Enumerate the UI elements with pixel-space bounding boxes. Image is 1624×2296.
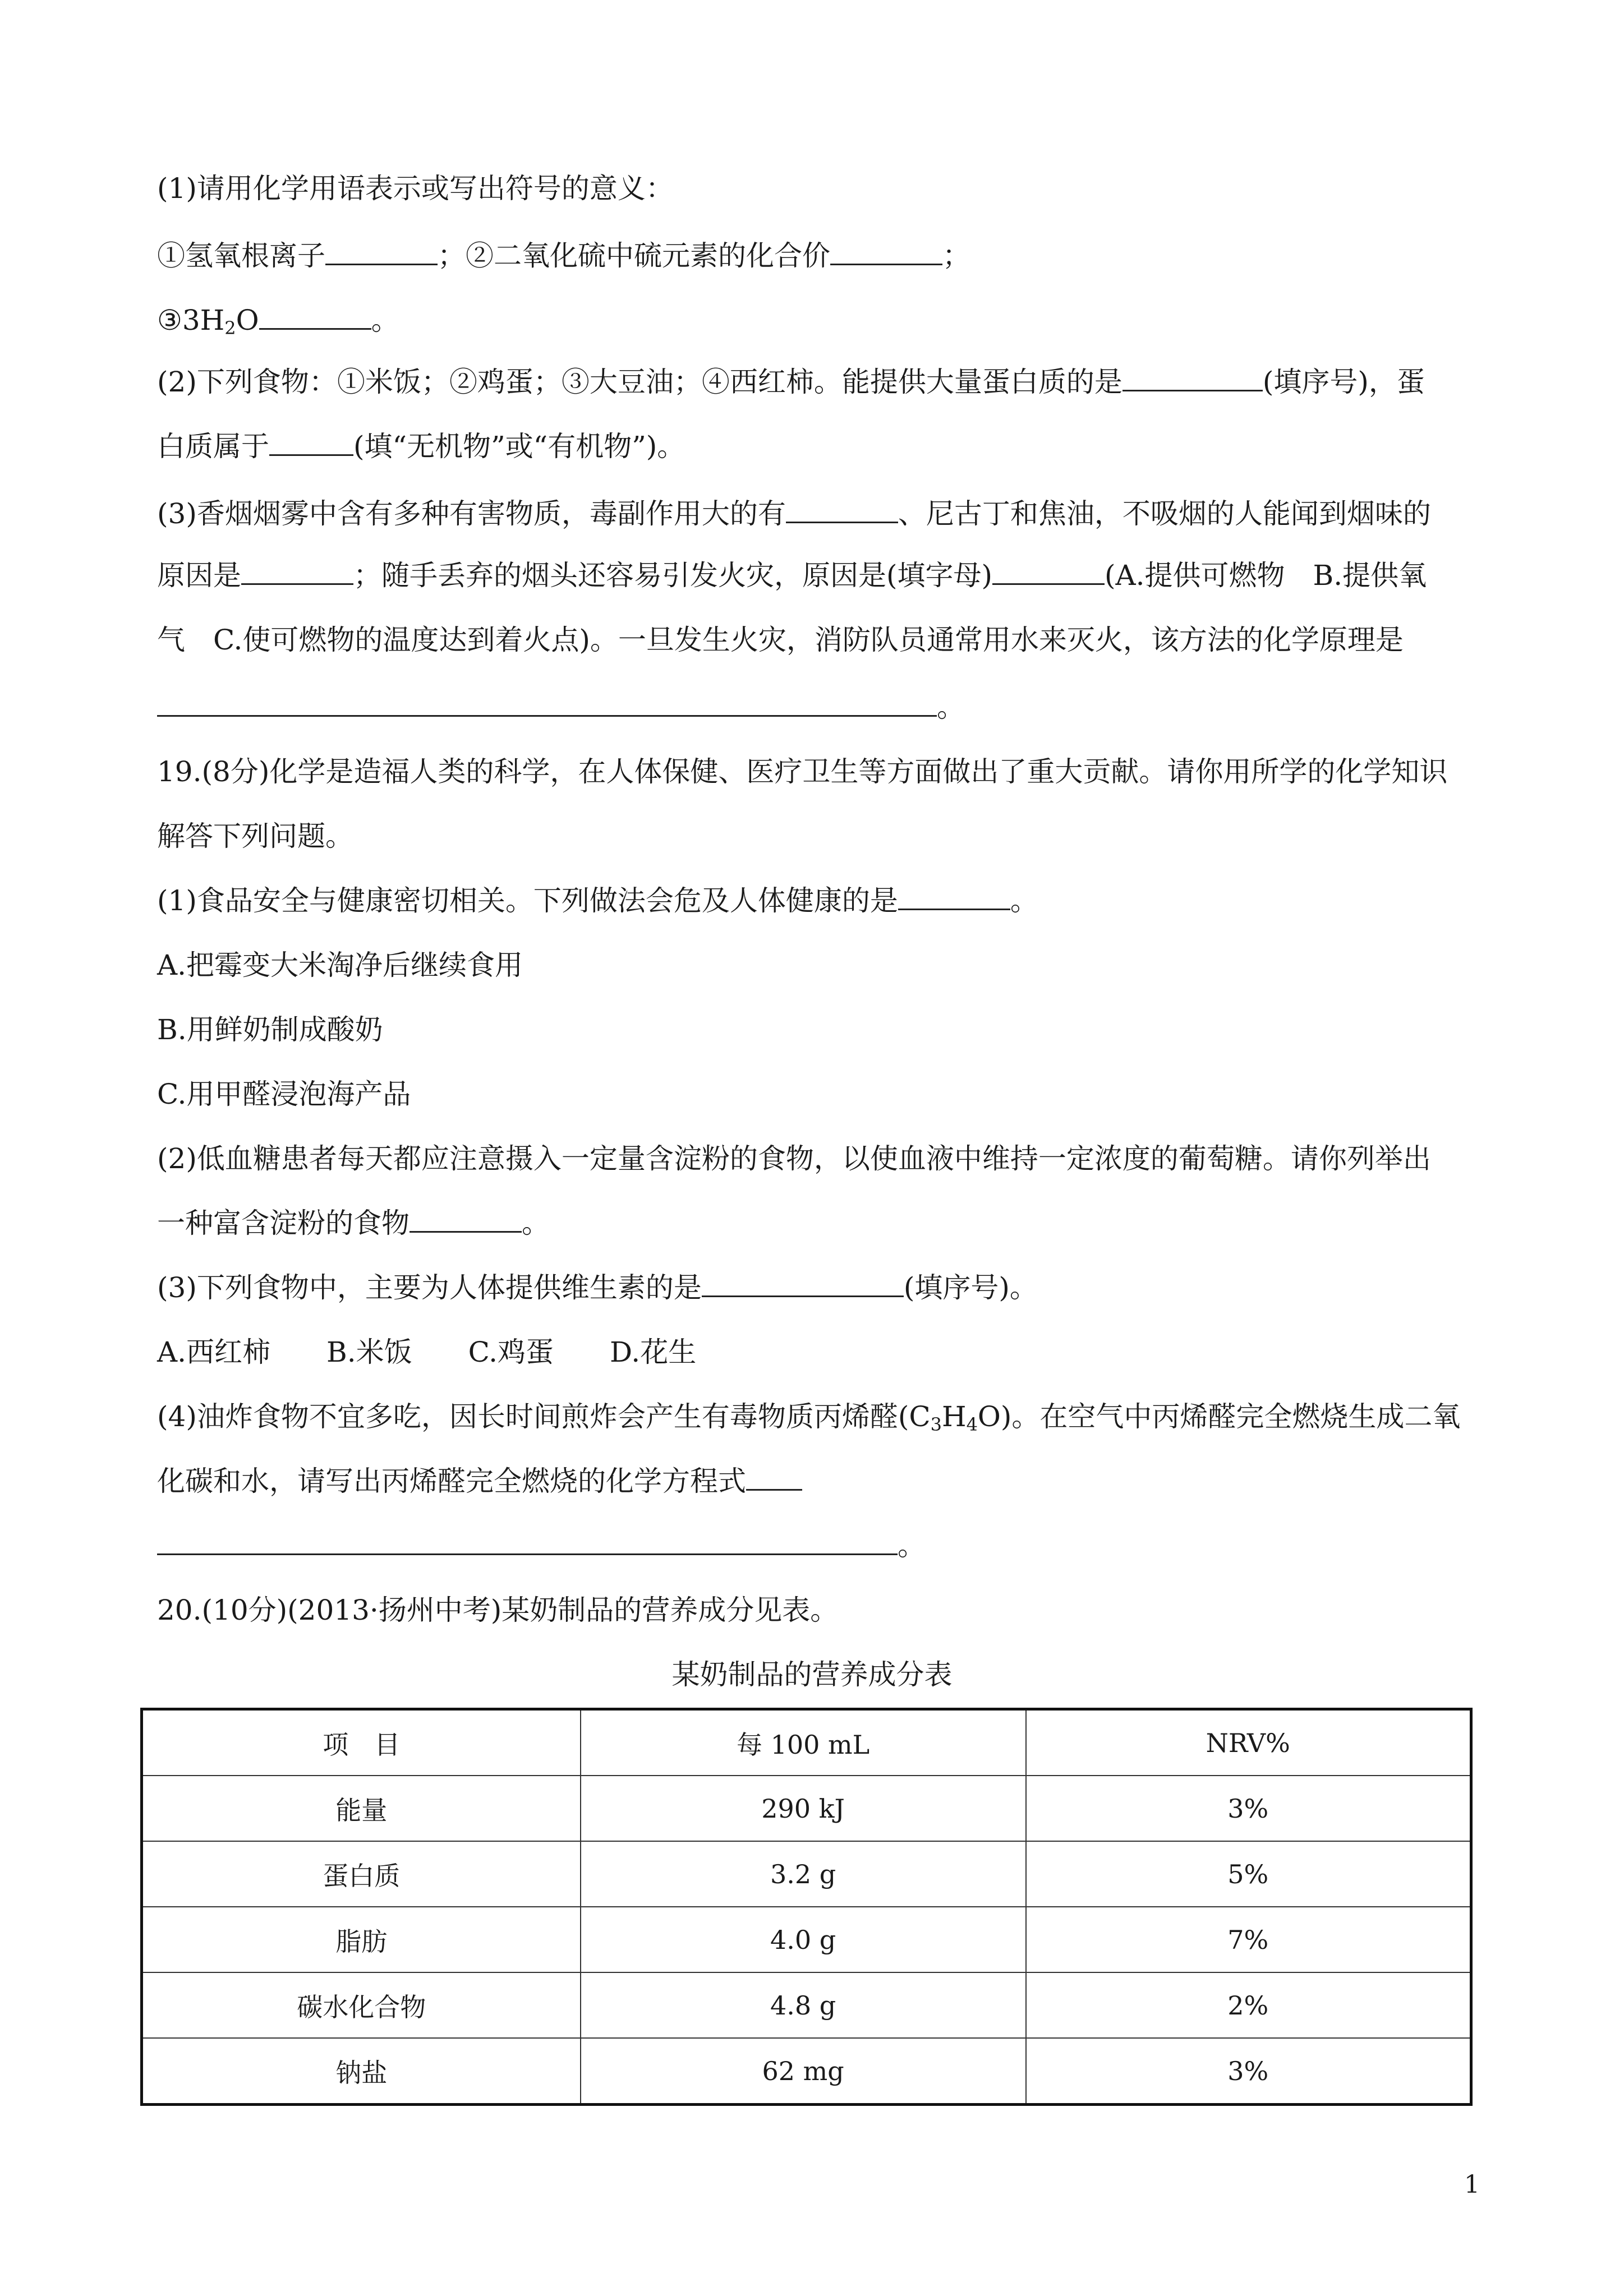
table-cell: 7% <box>1026 1907 1471 1972</box>
column-header-item: 项 目 <box>142 1709 581 1776</box>
answer-blank-long[interactable] <box>157 1531 898 1555</box>
table-cell: 3.2 g <box>581 1841 1026 1907</box>
q19-part2-line1 <box>157 1138 1492 1179</box>
q19-part1 <box>157 880 1492 921</box>
q18-part1-a-label: ①氢氧根离子 <box>157 239 325 272</box>
q19-heading-line2 <box>157 816 1492 856</box>
punctuation: 。 <box>1010 884 1038 917</box>
nutrition-table <box>140 1708 1473 2106</box>
punctuation: 。 <box>522 1207 550 1239</box>
option-text: C.用甲醛浸泡海产品 <box>157 1078 411 1110</box>
table-row <box>142 1776 1471 1841</box>
q18-part2-line2 <box>157 426 1492 467</box>
formula-text: O <box>236 304 259 336</box>
answer-blank[interactable] <box>410 1209 522 1233</box>
column-header-nrv: NRV% <box>1026 1709 1471 1776</box>
q18-part3-text: 气 C.使可燃物的温度达到着火点)。一旦发生火灾，消防队员通常用水来灭火，该方法的化学原理是 <box>157 624 1404 656</box>
q19-part2-text: 一种富含淀粉的食物 <box>157 1207 410 1239</box>
option-text: A.西红柿 B.米饭 C.鸡蛋 D.花生 <box>157 1336 697 1368</box>
answer-blank-long[interactable] <box>157 693 937 717</box>
table-cell: 蛋白质 <box>142 1841 581 1907</box>
answer-blank[interactable] <box>702 1273 904 1297</box>
table-caption: 某奶制品的营养成分表 <box>671 1658 953 1691</box>
q18-part3-line4 <box>157 687 1492 727</box>
answer-blank[interactable] <box>746 1467 802 1491</box>
table-cell: 2% <box>1026 1972 1471 2038</box>
q19-part3-options <box>157 1332 1492 1372</box>
table-cell: 能量 <box>142 1776 581 1841</box>
table-header-row <box>142 1709 1471 1776</box>
q19-part3-text: (3)下列食物中，主要为人体提供维生素的是 <box>157 1271 702 1304</box>
punctuation: 。 <box>371 304 399 336</box>
answer-blank[interactable] <box>325 241 438 265</box>
q19-part4-text: O)。在空气中丙烯醛完全燃烧生成二氧 <box>977 1400 1461 1433</box>
table-row <box>142 1972 1471 2038</box>
q18-part2-text: (填“无机物”或“有机物”)。 <box>353 430 686 463</box>
column-header-per100ml: 每 100 mL <box>581 1709 1026 1776</box>
table-cell: 钠盐 <box>142 2038 581 2105</box>
formula-text: H <box>941 1400 967 1433</box>
q18-part3-text: ；随手丢弃的烟头还容易引发火灾，原因是(填字母) <box>353 559 993 592</box>
q18-part1-a <box>157 236 1492 276</box>
table-cell: 碳水化合物 <box>142 1972 581 2038</box>
q20-heading <box>157 1590 1492 1630</box>
q19-part1-text: (1)食品安全与健康密切相关。下列做法会危及人体健康的是 <box>157 884 898 917</box>
q18-part2-text: 白质属于 <box>157 430 269 463</box>
q19-part2-text: (2)低血糖患者每天都应注意摄入一定量含淀粉的食物，以使血液中维持一定浓度的葡萄糖。请你列举出 <box>157 1142 1431 1175</box>
q18-part3-text: 原因是 <box>157 559 241 592</box>
q18-part1-c <box>157 300 1492 348</box>
table-cell: 4.8 g <box>581 1972 1026 2038</box>
formula-subscript: 3 <box>930 1414 942 1435</box>
q18-part1-intro-text: (1)请用化学用语表示或写出符号的意义： <box>157 172 674 205</box>
table-cell: 290 kJ <box>581 1776 1026 1841</box>
table-cell: 4.0 g <box>581 1907 1026 1972</box>
q18-part3-text: (3)香烟烟雾中含有多种有害物质，毒副作用大的有 <box>157 497 786 530</box>
q19-part4-line2 <box>157 1461 1492 1501</box>
formula-subscript: 2 <box>224 317 236 339</box>
table-cell: 3% <box>1026 2038 1471 2105</box>
q19-part3-text: (填序号)。 <box>903 1271 1038 1304</box>
q18-part3-line2 <box>157 555 1492 596</box>
q18-part3-line1 <box>157 494 1492 534</box>
q18-part1-intro <box>157 168 1492 209</box>
answer-blank[interactable] <box>241 561 353 585</box>
q18-part3-text: (A.提供可燃物 B.提供氧 <box>1105 559 1427 592</box>
formula-subscript: 4 <box>966 1414 978 1435</box>
formula-text: ③3H <box>157 304 225 336</box>
answer-blank[interactable] <box>992 561 1105 585</box>
q19-part4-line3 <box>157 1525 1492 1566</box>
punctuation: 。 <box>937 691 965 723</box>
q19-part4-text: (4)油炸食物不宜多吃，因长时间煎炸会产生有毒物质丙烯醛(C <box>157 1400 931 1433</box>
option-text: B.用鲜奶制成酸奶 <box>157 1013 383 1046</box>
q19-part4-text: 化碳和水，请写出丙烯醛完全燃烧的化学方程式 <box>157 1465 746 1497</box>
table-cell: 3% <box>1026 1776 1471 1841</box>
q18-part2-text: (填序号)，蛋 <box>1262 366 1425 398</box>
q19-option-c <box>157 1074 1492 1114</box>
option-text: A.把霉变大米淘净后继续食用 <box>157 949 523 981</box>
q19-heading-text: 19.(8分)化学是造福人类的科学，在人体保健、医疗卫生等方面做出了重大贡献。请你用所学的化学知识 <box>157 755 1448 788</box>
table-row <box>142 2038 1471 2105</box>
answer-blank[interactable] <box>786 499 898 523</box>
q18-part3-line3 <box>157 620 1492 660</box>
answer-blank[interactable] <box>259 306 371 330</box>
punctuation: 。 <box>898 1529 926 1562</box>
q18-part2-text: (2)下列食物：①米饭；②鸡蛋；③大豆油；④西红柿。能提供大量蛋白质的是 <box>157 366 1122 398</box>
table-row <box>142 1907 1471 1972</box>
q18-part2-line1 <box>157 362 1492 402</box>
answer-blank[interactable] <box>830 241 942 265</box>
answer-blank[interactable] <box>898 886 1010 910</box>
q20-heading-text: 20.(10分)(2013·扬州中考)某奶制品的营养成分见表。 <box>157 1594 839 1626</box>
q19-option-b <box>157 1009 1492 1050</box>
q19-part3 <box>157 1267 1492 1308</box>
q19-option-a <box>157 945 1492 985</box>
q19-part2-line2 <box>157 1203 1492 1243</box>
q19-heading-text: 解答下列问题。 <box>157 820 353 852</box>
q18-part1-b-label: ；②二氧化硫中硫元素的化合价 <box>438 239 830 272</box>
page-number: 1 <box>1464 2170 1480 2199</box>
answer-blank[interactable] <box>1122 367 1263 391</box>
punctuation: ； <box>942 239 970 272</box>
q18-part3-text: 、尼古丁和焦油，不吸烟的人能闻到烟味的 <box>898 497 1431 530</box>
table-cell: 脂肪 <box>142 1907 581 1972</box>
answer-blank[interactable] <box>269 432 353 456</box>
q19-part4-line1 <box>157 1396 1492 1445</box>
table-cell: 62 mg <box>581 2038 1026 2105</box>
table-row <box>142 1841 1471 1907</box>
q19-heading-line1 <box>157 751 1492 792</box>
table-cell: 5% <box>1026 1841 1471 1907</box>
